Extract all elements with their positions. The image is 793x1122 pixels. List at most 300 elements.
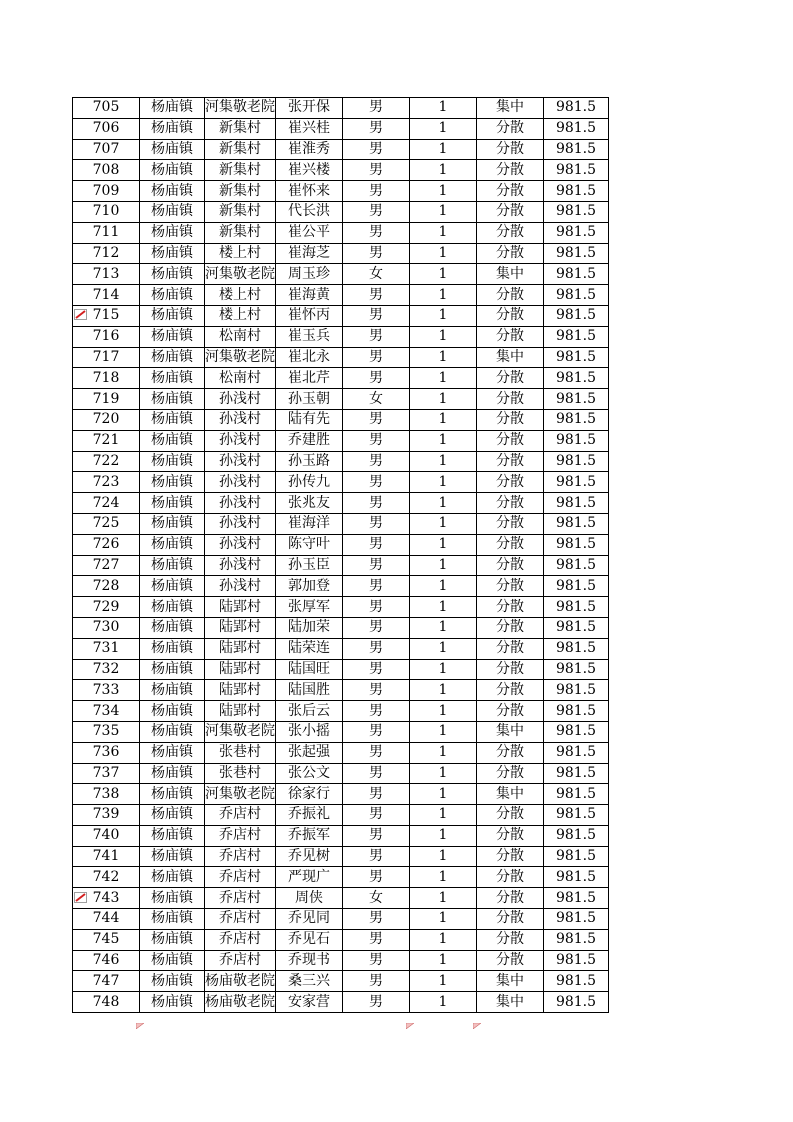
gender-cell[interactable] <box>343 451 410 472</box>
count-cell[interactable] <box>410 513 477 534</box>
town-cell[interactable] <box>140 888 205 909</box>
name-cell[interactable] <box>276 825 343 846</box>
gender-cell[interactable] <box>343 909 410 930</box>
gender-cell[interactable] <box>343 992 410 1013</box>
count-cell[interactable] <box>410 451 477 472</box>
support-type-cell[interactable] <box>477 846 544 867</box>
support-type-cell[interactable] <box>477 493 544 514</box>
amount-cell[interactable] <box>544 825 609 846</box>
gender-cell[interactable] <box>343 617 410 638</box>
count-cell[interactable] <box>410 118 477 139</box>
row-number-cell[interactable] <box>73 846 140 867</box>
count-cell[interactable] <box>410 181 477 202</box>
support-type-cell[interactable] <box>477 680 544 701</box>
village-cell[interactable] <box>205 950 276 971</box>
amount-cell[interactable] <box>544 368 609 389</box>
count-cell[interactable] <box>410 617 477 638</box>
village-cell[interactable] <box>205 888 276 909</box>
support-type-cell[interactable] <box>477 326 544 347</box>
support-type-cell[interactable] <box>477 118 544 139</box>
support-type-cell[interactable] <box>477 222 544 243</box>
row-number-cell[interactable] <box>73 763 140 784</box>
village-cell[interactable] <box>205 98 276 119</box>
gender-cell[interactable] <box>343 929 410 950</box>
town-cell[interactable] <box>140 201 205 222</box>
name-cell[interactable] <box>276 992 343 1013</box>
name-cell[interactable] <box>276 222 343 243</box>
gender-cell[interactable] <box>343 264 410 285</box>
town-cell[interactable] <box>140 992 205 1013</box>
town-cell[interactable] <box>140 451 205 472</box>
village-cell[interactable] <box>205 867 276 888</box>
village-cell[interactable] <box>205 638 276 659</box>
name-cell[interactable] <box>276 493 343 514</box>
amount-cell[interactable] <box>544 659 609 680</box>
name-cell[interactable] <box>276 305 343 326</box>
town-cell[interactable] <box>140 597 205 618</box>
count-cell[interactable] <box>410 825 477 846</box>
amount-cell[interactable] <box>544 222 609 243</box>
support-type-cell[interactable] <box>477 368 544 389</box>
amount-cell[interactable] <box>544 472 609 493</box>
count-cell[interactable] <box>410 992 477 1013</box>
gender-cell[interactable] <box>343 742 410 763</box>
town-cell[interactable] <box>140 805 205 826</box>
village-cell[interactable] <box>205 534 276 555</box>
gender-cell[interactable] <box>343 305 410 326</box>
row-number-cell[interactable] <box>73 222 140 243</box>
village-cell[interactable] <box>205 160 276 181</box>
name-cell[interactable] <box>276 118 343 139</box>
town-cell[interactable] <box>140 98 205 119</box>
village-cell[interactable] <box>205 326 276 347</box>
name-cell[interactable] <box>276 846 343 867</box>
support-type-cell[interactable] <box>477 825 544 846</box>
row-number-cell[interactable] <box>73 909 140 930</box>
row-number-cell[interactable] <box>73 160 140 181</box>
count-cell[interactable] <box>410 534 477 555</box>
village-cell[interactable] <box>205 721 276 742</box>
town-cell[interactable] <box>140 139 205 160</box>
name-cell[interactable] <box>276 181 343 202</box>
row-number-cell[interactable] <box>73 992 140 1013</box>
town-cell[interactable] <box>140 472 205 493</box>
row-number-cell[interactable] <box>73 534 140 555</box>
count-cell[interactable] <box>410 929 477 950</box>
town-cell[interactable] <box>140 493 205 514</box>
amount-cell[interactable] <box>544 971 609 992</box>
count-cell[interactable] <box>410 264 477 285</box>
row-number-cell[interactable] <box>73 659 140 680</box>
gender-cell[interactable] <box>343 555 410 576</box>
row-number-cell[interactable] <box>73 617 140 638</box>
support-type-cell[interactable] <box>477 389 544 410</box>
village-cell[interactable] <box>205 742 276 763</box>
row-number-cell[interactable] <box>73 555 140 576</box>
gender-cell[interactable] <box>343 347 410 368</box>
amount-cell[interactable] <box>544 534 609 555</box>
amount-cell[interactable] <box>544 680 609 701</box>
support-type-cell[interactable] <box>477 597 544 618</box>
support-type-cell[interactable] <box>477 181 544 202</box>
gender-cell[interactable] <box>343 971 410 992</box>
name-cell[interactable] <box>276 742 343 763</box>
amount-cell[interactable] <box>544 909 609 930</box>
row-number-cell[interactable] <box>73 638 140 659</box>
count-cell[interactable] <box>410 305 477 326</box>
town-cell[interactable] <box>140 409 205 430</box>
row-number-cell[interactable] <box>73 784 140 805</box>
count-cell[interactable] <box>410 430 477 451</box>
support-type-cell[interactable] <box>477 867 544 888</box>
town-cell[interactable] <box>140 430 205 451</box>
gender-cell[interactable] <box>343 493 410 514</box>
amount-cell[interactable] <box>544 555 609 576</box>
village-cell[interactable] <box>205 222 276 243</box>
village-cell[interactable] <box>205 597 276 618</box>
support-type-cell[interactable] <box>477 721 544 742</box>
town-cell[interactable] <box>140 971 205 992</box>
count-cell[interactable] <box>410 805 477 826</box>
count-cell[interactable] <box>410 784 477 805</box>
amount-cell[interactable] <box>544 867 609 888</box>
town-cell[interactable] <box>140 721 205 742</box>
village-cell[interactable] <box>205 493 276 514</box>
name-cell[interactable] <box>276 347 343 368</box>
gender-cell[interactable] <box>343 243 410 264</box>
village-cell[interactable] <box>205 181 276 202</box>
village-cell[interactable] <box>205 389 276 410</box>
name-cell[interactable] <box>276 597 343 618</box>
count-cell[interactable] <box>410 867 477 888</box>
name-cell[interactable] <box>276 555 343 576</box>
support-type-cell[interactable] <box>477 472 544 493</box>
amount-cell[interactable] <box>544 742 609 763</box>
amount-cell[interactable] <box>544 201 609 222</box>
row-number-cell[interactable] <box>73 139 140 160</box>
count-cell[interactable] <box>410 846 477 867</box>
amount-cell[interactable] <box>544 784 609 805</box>
row-number-cell[interactable] <box>73 825 140 846</box>
support-type-cell[interactable] <box>477 659 544 680</box>
name-cell[interactable] <box>276 243 343 264</box>
count-cell[interactable] <box>410 493 477 514</box>
town-cell[interactable] <box>140 118 205 139</box>
name-cell[interactable] <box>276 805 343 826</box>
amount-cell[interactable] <box>544 701 609 722</box>
town-cell[interactable] <box>140 513 205 534</box>
village-cell[interactable] <box>205 992 276 1013</box>
row-number-cell[interactable] <box>73 409 140 430</box>
amount-cell[interactable] <box>544 929 609 950</box>
village-cell[interactable] <box>205 139 276 160</box>
support-type-cell[interactable] <box>477 305 544 326</box>
row-number-cell[interactable] <box>73 347 140 368</box>
count-cell[interactable] <box>410 139 477 160</box>
row-number-cell[interactable] <box>73 971 140 992</box>
support-type-cell[interactable] <box>477 409 544 430</box>
name-cell[interactable] <box>276 451 343 472</box>
gender-cell[interactable] <box>343 472 410 493</box>
name-cell[interactable] <box>276 326 343 347</box>
town-cell[interactable] <box>140 326 205 347</box>
gender-cell[interactable] <box>343 430 410 451</box>
amount-cell[interactable] <box>544 638 609 659</box>
gender-cell[interactable] <box>343 867 410 888</box>
amount-cell[interactable] <box>544 347 609 368</box>
amount-cell[interactable] <box>544 597 609 618</box>
support-type-cell[interactable] <box>477 430 544 451</box>
name-cell[interactable] <box>276 98 343 119</box>
amount-cell[interactable] <box>544 118 609 139</box>
row-number-cell[interactable] <box>73 181 140 202</box>
count-cell[interactable] <box>410 285 477 306</box>
town-cell[interactable] <box>140 222 205 243</box>
amount-cell[interactable] <box>544 243 609 264</box>
name-cell[interactable] <box>276 659 343 680</box>
amount-cell[interactable] <box>544 846 609 867</box>
name-cell[interactable] <box>276 721 343 742</box>
count-cell[interactable] <box>410 389 477 410</box>
gender-cell[interactable] <box>343 534 410 555</box>
village-cell[interactable] <box>205 576 276 597</box>
count-cell[interactable] <box>410 326 477 347</box>
gender-cell[interactable] <box>343 118 410 139</box>
village-cell[interactable] <box>205 285 276 306</box>
amount-cell[interactable] <box>544 493 609 514</box>
amount-cell[interactable] <box>544 617 609 638</box>
town-cell[interactable] <box>140 929 205 950</box>
amount-cell[interactable] <box>544 264 609 285</box>
town-cell[interactable] <box>140 285 205 306</box>
name-cell[interactable] <box>276 867 343 888</box>
gender-cell[interactable] <box>343 513 410 534</box>
town-cell[interactable] <box>140 617 205 638</box>
village-cell[interactable] <box>205 243 276 264</box>
row-number-cell[interactable] <box>73 867 140 888</box>
name-cell[interactable] <box>276 513 343 534</box>
amount-cell[interactable] <box>544 160 609 181</box>
support-type-cell[interactable] <box>477 513 544 534</box>
gender-cell[interactable] <box>343 846 410 867</box>
name-cell[interactable] <box>276 139 343 160</box>
row-number-cell[interactable] <box>73 680 140 701</box>
amount-cell[interactable] <box>544 888 609 909</box>
gender-cell[interactable] <box>343 805 410 826</box>
town-cell[interactable] <box>140 534 205 555</box>
village-cell[interactable] <box>205 825 276 846</box>
amount-cell[interactable] <box>544 181 609 202</box>
count-cell[interactable] <box>410 742 477 763</box>
row-number-cell[interactable] <box>73 389 140 410</box>
gender-cell[interactable] <box>343 285 410 306</box>
name-cell[interactable] <box>276 409 343 430</box>
row-number-cell[interactable] <box>73 576 140 597</box>
name-cell[interactable] <box>276 368 343 389</box>
name-cell[interactable] <box>276 285 343 306</box>
count-cell[interactable] <box>410 347 477 368</box>
count-cell[interactable] <box>410 201 477 222</box>
town-cell[interactable] <box>140 701 205 722</box>
amount-cell[interactable] <box>544 389 609 410</box>
town-cell[interactable] <box>140 784 205 805</box>
village-cell[interactable] <box>205 659 276 680</box>
support-type-cell[interactable] <box>477 992 544 1013</box>
row-number-cell[interactable] <box>73 326 140 347</box>
gender-cell[interactable] <box>343 576 410 597</box>
amount-cell[interactable] <box>544 409 609 430</box>
support-type-cell[interactable] <box>477 784 544 805</box>
village-cell[interactable] <box>205 909 276 930</box>
support-type-cell[interactable] <box>477 98 544 119</box>
count-cell[interactable] <box>410 576 477 597</box>
village-cell[interactable] <box>205 971 276 992</box>
count-cell[interactable] <box>410 701 477 722</box>
support-type-cell[interactable] <box>477 534 544 555</box>
row-number-cell[interactable] <box>73 950 140 971</box>
town-cell[interactable] <box>140 742 205 763</box>
town-cell[interactable] <box>140 264 205 285</box>
town-cell[interactable] <box>140 160 205 181</box>
village-cell[interactable] <box>205 805 276 826</box>
count-cell[interactable] <box>410 368 477 389</box>
gender-cell[interactable] <box>343 98 410 119</box>
row-number-cell[interactable] <box>73 285 140 306</box>
amount-cell[interactable] <box>544 805 609 826</box>
row-number-cell[interactable] <box>73 597 140 618</box>
village-cell[interactable] <box>205 118 276 139</box>
row-number-cell[interactable] <box>73 721 140 742</box>
name-cell[interactable] <box>276 763 343 784</box>
support-type-cell[interactable] <box>477 201 544 222</box>
village-cell[interactable] <box>205 763 276 784</box>
name-cell[interactable] <box>276 389 343 410</box>
village-cell[interactable] <box>205 472 276 493</box>
town-cell[interactable] <box>140 305 205 326</box>
gender-cell[interactable] <box>343 680 410 701</box>
support-type-cell[interactable] <box>477 347 544 368</box>
village-cell[interactable] <box>205 617 276 638</box>
count-cell[interactable] <box>410 409 477 430</box>
amount-cell[interactable] <box>544 430 609 451</box>
town-cell[interactable] <box>140 638 205 659</box>
count-cell[interactable] <box>410 888 477 909</box>
town-cell[interactable] <box>140 389 205 410</box>
count-cell[interactable] <box>410 680 477 701</box>
row-number-cell[interactable] <box>73 929 140 950</box>
name-cell[interactable] <box>276 160 343 181</box>
village-cell[interactable] <box>205 347 276 368</box>
support-type-cell[interactable] <box>477 742 544 763</box>
count-cell[interactable] <box>410 98 477 119</box>
support-type-cell[interactable] <box>477 909 544 930</box>
village-cell[interactable] <box>205 201 276 222</box>
count-cell[interactable] <box>410 971 477 992</box>
amount-cell[interactable] <box>544 950 609 971</box>
village-cell[interactable] <box>205 305 276 326</box>
support-type-cell[interactable] <box>477 701 544 722</box>
town-cell[interactable] <box>140 763 205 784</box>
gender-cell[interactable] <box>343 201 410 222</box>
town-cell[interactable] <box>140 680 205 701</box>
amount-cell[interactable] <box>544 451 609 472</box>
name-cell[interactable] <box>276 888 343 909</box>
name-cell[interactable] <box>276 701 343 722</box>
amount-cell[interactable] <box>544 139 609 160</box>
name-cell[interactable] <box>276 264 343 285</box>
gender-cell[interactable] <box>343 763 410 784</box>
count-cell[interactable] <box>410 160 477 181</box>
support-type-cell[interactable] <box>477 929 544 950</box>
gender-cell[interactable] <box>343 160 410 181</box>
count-cell[interactable] <box>410 950 477 971</box>
village-cell[interactable] <box>205 368 276 389</box>
gender-cell[interactable] <box>343 784 410 805</box>
support-type-cell[interactable] <box>477 160 544 181</box>
count-cell[interactable] <box>410 638 477 659</box>
comment-indicator-icon[interactable] <box>74 892 87 903</box>
amount-cell[interactable] <box>544 513 609 534</box>
amount-cell[interactable] <box>544 326 609 347</box>
count-cell[interactable] <box>410 721 477 742</box>
village-cell[interactable] <box>205 409 276 430</box>
support-type-cell[interactable] <box>477 763 544 784</box>
gender-cell[interactable] <box>343 368 410 389</box>
name-cell[interactable] <box>276 617 343 638</box>
name-cell[interactable] <box>276 971 343 992</box>
count-cell[interactable] <box>410 763 477 784</box>
support-type-cell[interactable] <box>477 285 544 306</box>
support-type-cell[interactable] <box>477 638 544 659</box>
support-type-cell[interactable] <box>477 805 544 826</box>
amount-cell[interactable] <box>544 763 609 784</box>
row-number-cell[interactable] <box>73 98 140 119</box>
support-type-cell[interactable] <box>477 264 544 285</box>
row-number-cell[interactable] <box>73 243 140 264</box>
count-cell[interactable] <box>410 243 477 264</box>
name-cell[interactable] <box>276 784 343 805</box>
support-type-cell[interactable] <box>477 617 544 638</box>
count-cell[interactable] <box>410 222 477 243</box>
village-cell[interactable] <box>205 846 276 867</box>
support-type-cell[interactable] <box>477 139 544 160</box>
row-number-cell[interactable] <box>73 513 140 534</box>
gender-cell[interactable] <box>343 701 410 722</box>
gender-cell[interactable] <box>343 139 410 160</box>
name-cell[interactable] <box>276 472 343 493</box>
village-cell[interactable] <box>205 430 276 451</box>
amount-cell[interactable] <box>544 721 609 742</box>
count-cell[interactable] <box>410 909 477 930</box>
name-cell[interactable] <box>276 929 343 950</box>
gender-cell[interactable] <box>343 659 410 680</box>
village-cell[interactable] <box>205 680 276 701</box>
town-cell[interactable] <box>140 576 205 597</box>
row-number-cell[interactable] <box>73 805 140 826</box>
village-cell[interactable] <box>205 555 276 576</box>
name-cell[interactable] <box>276 909 343 930</box>
name-cell[interactable] <box>276 576 343 597</box>
support-type-cell[interactable] <box>477 971 544 992</box>
row-number-cell[interactable] <box>73 118 140 139</box>
name-cell[interactable] <box>276 534 343 555</box>
comment-indicator-icon[interactable] <box>74 309 87 320</box>
row-number-cell[interactable] <box>73 493 140 514</box>
row-number-cell[interactable] <box>73 472 140 493</box>
count-cell[interactable] <box>410 555 477 576</box>
town-cell[interactable] <box>140 347 205 368</box>
gender-cell[interactable] <box>343 222 410 243</box>
